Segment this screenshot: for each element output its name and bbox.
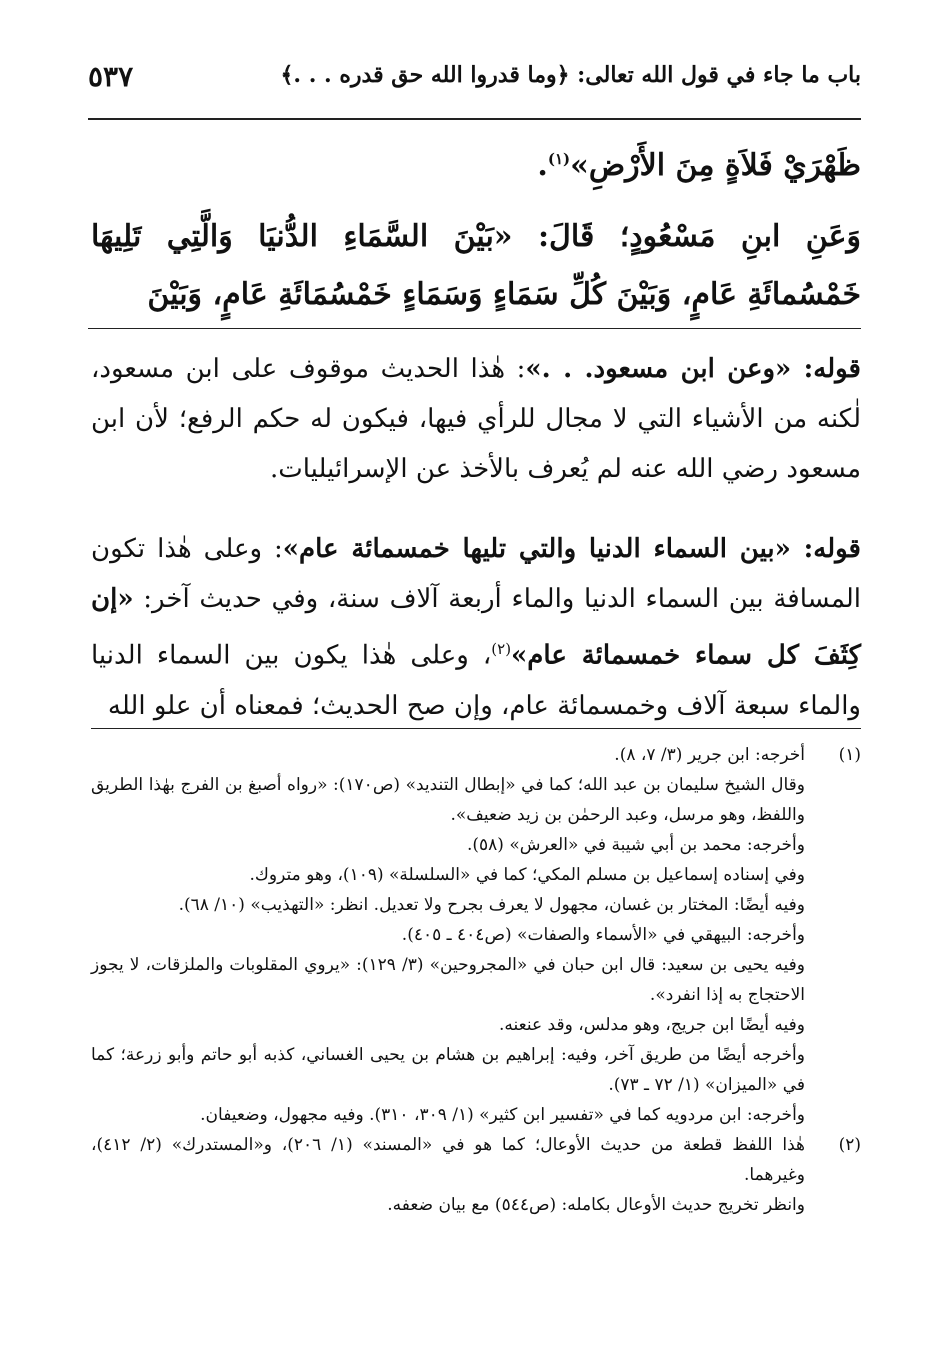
- footnote-1-line: وأخرجه: ابن مردويه كما في «تفسير ابن كثير» (١/ ٣٠٩، ٣١٠). وفيه مجهول، وضعيفان.: [200, 1105, 805, 1125]
- page-number: ٥٣٧: [88, 60, 134, 93]
- footnote-1-line: وفيه أيضًا: المختار بن غسان، مجهول لا يعرف بجرح ولا تعديل. انظر: «التهذيب» (١٠/ ٦٨).: [178, 895, 805, 915]
- footnote-1-number: (١): [838, 745, 861, 765]
- sharh-1-text: : هٰذا الحديث موقوف على ابن مسعود، لٰكنه من الأشياء التي لا مجال للرأي فيها، فيكون له حكم الرفع؛ لأن ابن مسعود رضي الله عنه لم يُعرف بالأخذ عن الإسرائيليات.: [91, 354, 861, 484]
- sharh-2-quote: «إن كِثَفَ كل سماء خمسمائة عام»: [91, 584, 861, 671]
- footnote-2: [91, 1130, 861, 1190]
- footnote-separator: [91, 728, 861, 729]
- header-rule: [88, 118, 861, 120]
- footnote-1: [91, 740, 861, 770]
- footnote-2-line: وانظر تخريج حديث الأوعال بكامله: (ص٥٤٤) مع بيان ضعفه.: [387, 1195, 805, 1215]
- sharh-paragraph-2: [91, 524, 861, 731]
- running-title: باب ما جاء في قول الله تعالى: ﴿وما قدروا الله حق قدره . . .﴾: [280, 62, 861, 88]
- footnote-1-line: وفيه أيضًا ابن جريج، وهو مدلس، وقد عنعنه.: [499, 1015, 805, 1035]
- sharh-2-text-b: ، وعلى هٰذا يكون بين السماء الدنيا والماء سبعة آلاف وخمسمائة عام، وإن صح الحديث؛ فمعناه أن علو الله: [91, 640, 861, 721]
- matn-line-1-text: ظَهْرَيْ فَلاَةٍ مِنَ الأَرْضِ»: [570, 148, 861, 183]
- footnotes: [91, 740, 861, 1220]
- matn-line-1-end: .: [537, 148, 548, 183]
- footnote-1-line: أخرجه: ابن جرير (٣/ ٧، ٨).: [614, 745, 805, 765]
- footnote-1-line: وأخرجه: محمد بن أبي شيبة في «العرش» (٥٨).: [466, 835, 805, 855]
- footnote-1-line: وفي إسناده إسماعيل بن مسلم المكي؛ كما في «السلسلة» (١٠٩)، وهو متروك.: [249, 865, 805, 885]
- sharh-1-lead: قوله: «وعن ابن مسعود. . .»: [525, 354, 861, 384]
- footnote-ref-1: (١): [547, 150, 571, 168]
- matn-paragraph: وَعَنِ ابنِ مَسْعُودٍ؛ قَالَ: «بَيْنَ السَّمَاءِ الدُّنيَا وَالَّتِي تَلِيهَا خَمْسُمائَةِ عَامٍ، وَبَيْنَ كُلِّ سَمَاءٍ وَسَمَاءٍ خَمْسُمَائَةِ عَامٍ، وَبَيْنَ: [91, 219, 861, 312]
- footnote-ref-2: (٢): [491, 640, 512, 658]
- footnote-1-line: وأخرجه: البيهقي في «الأسماء والصفات» (ص٤٠٤ ـ ٤٠٥).: [401, 925, 805, 945]
- matn-rule: [88, 328, 861, 329]
- footnote-1-line: وفيه يحيى بن سعيد: قال ابن حبان في «المجروحين» (٣/ ١٢٩): «يروي المقلوبات والملزقات، لا يجوز الاحتجاج به إذا انفرد».: [91, 955, 806, 1005]
- sharh-2-lead: قوله: «بين السماء الدنيا والتي تليها خمسمائة عام»: [282, 534, 861, 564]
- footnote-1-line: وأخرجه أيضًا من طريق آخر، وفيه: إبراهيم بن هشام بن يحيى الغساني، كذبه أبو حاتم وأبو زرعة؛ كما في «الميزان» (١/ ٧٢ ـ ٧٣).: [91, 1045, 805, 1095]
- footnote-2-line: هٰذا اللفظ قطعة من حديث الأوعال؛ كما هو في «المسند» (١/ ٢٠٦)، و«المستدرك» (٢/ ٤١٢)، وغيرهما.: [91, 1135, 806, 1185]
- sharh-paragraph-1: [91, 344, 861, 494]
- sharh-2-text-a: : وعلى هٰذا تكون المسافة بين السماء الدنيا والماء أربعة آلاف سنة، وفي حديث آخر:: [91, 534, 861, 614]
- matn-line-1: [91, 130, 861, 195]
- footnote-2-number: (٢): [838, 1135, 861, 1155]
- footnote-1-line: وقال الشيخ سليمان بن عبد الله؛ كما في «إبطال التنديد» (ص١٧٠): «رواه أصبغ بن الفرج بهٰذا الطريق واللفظ، وهو مرسل، وعبد الرحمٰن بن زيد ضعيف».: [91, 775, 805, 825]
